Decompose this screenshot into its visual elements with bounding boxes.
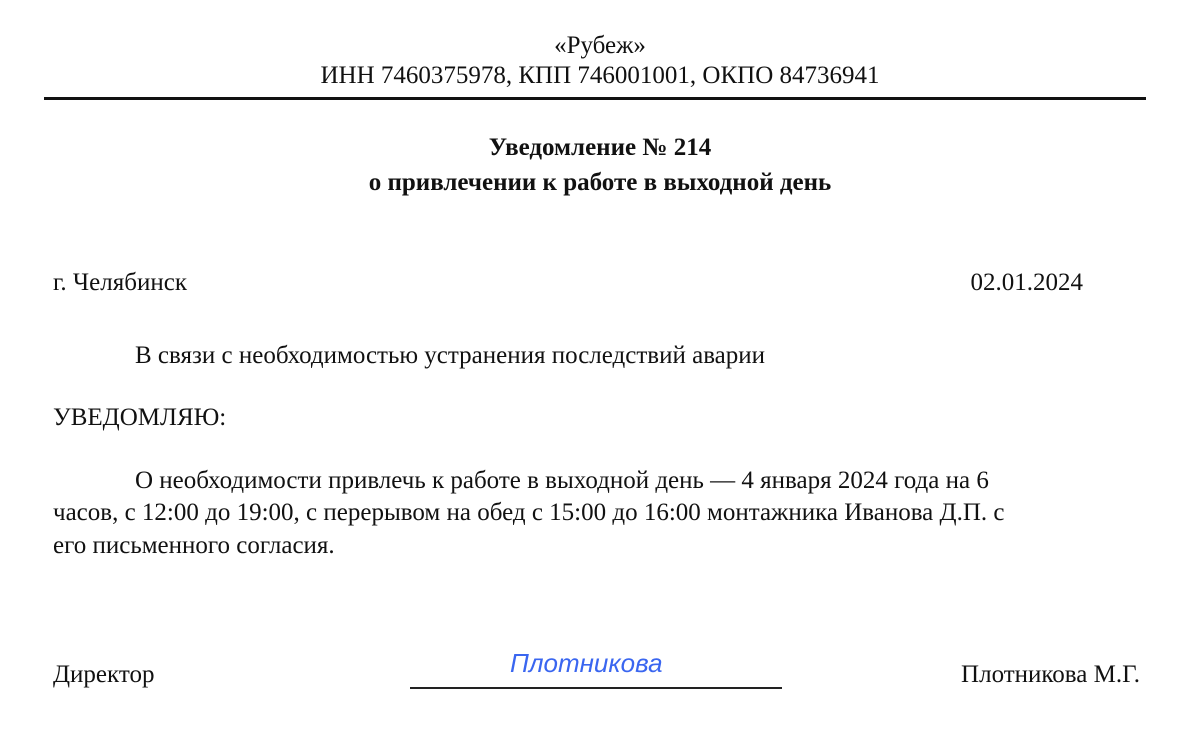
document-title: Уведомление № 214 bbox=[488, 134, 712, 161]
body-line: часов, с 12:00 до 19:00, с перерывом на обед с 15:00 до 16:00 монтажника Иванова Д.П. с bbox=[53, 499, 1005, 526]
signer-position: Директор bbox=[53, 661, 155, 688]
header-divider bbox=[44, 97, 1146, 100]
signature-line bbox=[410, 687, 782, 689]
notify-label: УВЕДОМЛЯЮ: bbox=[53, 404, 227, 431]
body-line: О необходимости привлечь к работе в выходной день — 4 января 2024 года на 6 bbox=[135, 467, 989, 494]
org-requisites: ИНН 7460375978, КПП 746001001, ОКПО 84736941 bbox=[320, 62, 880, 89]
body-line: его письменного согласия. bbox=[53, 532, 335, 559]
org-name: «Рубеж» bbox=[554, 32, 646, 59]
document-subtitle: о привлечении к работе в выходной день bbox=[368, 169, 832, 196]
document-date: 02.01.2024 bbox=[970, 269, 1083, 296]
handwritten-signature: Плотникова bbox=[510, 648, 663, 678]
signer-name: Плотникова М.Г. bbox=[961, 661, 1140, 688]
document-place: г. Челябинск bbox=[53, 269, 187, 296]
reason-text: В связи с необходимостью устранения последствий аварии bbox=[135, 342, 766, 369]
